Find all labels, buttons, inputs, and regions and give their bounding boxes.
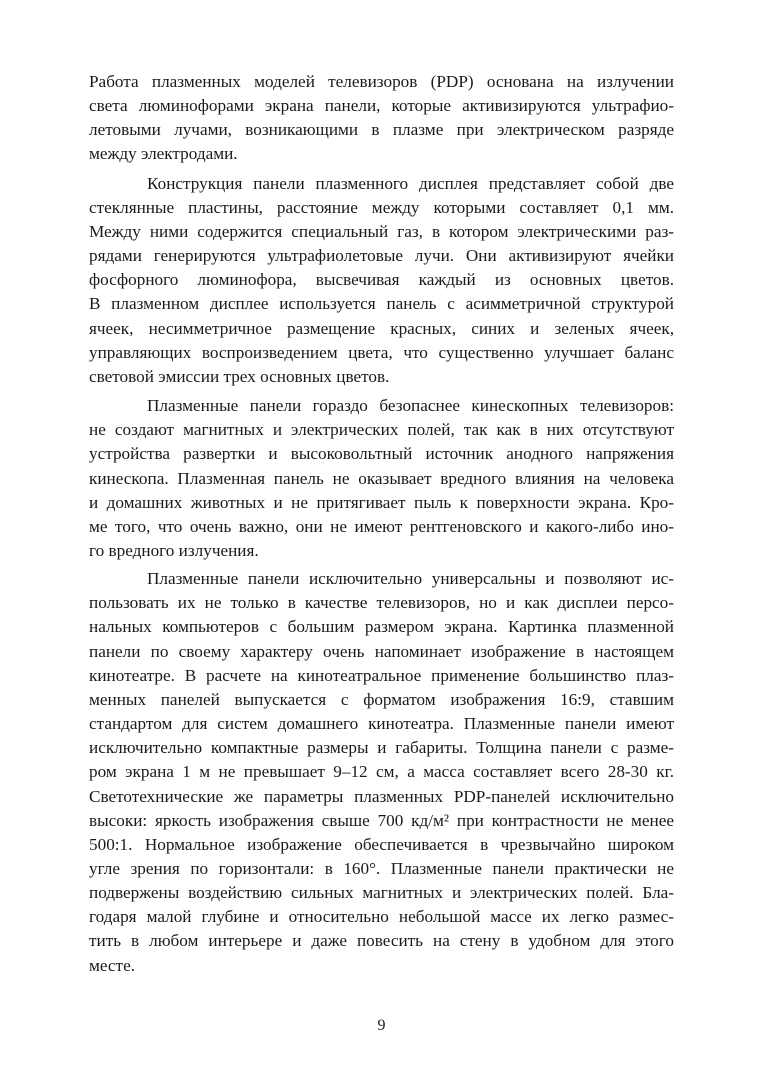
text-line: годаря малой глубине и относительно небольшой массе их легко размес- (89, 907, 674, 927)
paragraph-4 (89, 567, 674, 978)
text-line: кинескопа. Плазменная панель не оказывает вредного влияния на человека (89, 468, 674, 488)
text-line: и домашних животных и не притягивает пыль к поверхности экрана. Кро- (89, 492, 674, 512)
text-line: ме того, что очень важно, они не имеют рентгеновского и какого-либо ино- (89, 516, 674, 536)
text-line: тить в любом интерьере и даже повесить на стену в удобном для этого (89, 931, 674, 951)
text-line: между электродами. (89, 144, 238, 164)
text-line: В плазменном дисплее используется панель с асимметричной структурой (89, 294, 674, 314)
text-line: стеклянные пластины, расстояние между которыми составляет 0,1 мм. (89, 197, 674, 217)
text-line: ром экрана 1 м не превышает 9–12 см, а масса составляет всего 28-30 кг. (89, 762, 674, 782)
text-line: месте. (89, 955, 135, 975)
text-line: летовыми лучами, возникающими в плазме при электрическом разряде (89, 120, 674, 140)
text-line: исключительно компактные размеры и габариты. Толщина панели с разме- (89, 738, 674, 758)
text-line: пользовать их не только в качестве телевизоров, но и как дисплеи персо- (89, 593, 674, 613)
text-line: ячеек, несимметричное размещение красных, синих и зеленых ячеек, (89, 318, 674, 338)
text-line: управляющих воспроизведением цвета, что существенно улучшает баланс (89, 342, 674, 362)
paragraph-2 (89, 172, 674, 389)
text-line: не создают магнитных и электрических полей, так как в них отсутствуют (89, 420, 674, 440)
text-line: рядами генерируются ультрафиолетовые лучи. Они активизируют ячейки (89, 246, 674, 266)
text-line: кинотеатре. В расчете на кинотеатральное применение большинство плаз- (89, 665, 674, 685)
text-line: 500:1. Нормальное изображение обеспечивается в чрезвычайно широком (89, 834, 674, 854)
text-line: фосфорного люминофора, высвечивая каждый из основных цветов. (89, 270, 674, 290)
text-line: Работа плазменных моделей телевизоров (PDP) основана на излучении (89, 72, 674, 91)
paragraph-3 (89, 394, 674, 563)
text-line: Светотехнические же параметры плазменных PDP-панелей исключительно (89, 786, 674, 806)
text-line: угле зрения по горизонтали: в 160°. Плазменные панели практически не (89, 859, 674, 878)
paragraph-1 (89, 70, 674, 167)
text-line: Между ними содержится специальный газ, в котором электрическими раз- (89, 221, 674, 241)
text-line: панели по своему характеру очень напоминает изображение в настоящем (89, 641, 674, 661)
text-line: устройства развертки и высоковольтный источник анодного напряжения (89, 444, 674, 464)
text-line: высоки: яркость изображения свыше 700 кд/м² при контрастности не менее (89, 810, 674, 830)
text-line: Плазменные панели исключительно универсальны и позволяют ис- (147, 569, 674, 589)
text-line: го вредного излучения. (89, 540, 259, 560)
document-body (89, 70, 674, 980)
text-line: Конструкция панели плазменного дисплея представляет собой две (147, 173, 674, 193)
text-line: менных панелей выпускается с форматом изображения 16:9, ставшим (89, 689, 674, 709)
text-line: световой эмиссии трех основных цветов. (89, 366, 390, 386)
text-line: стандартом для систем домашнего кинотеатра. Плазменные панели имеют (89, 714, 674, 734)
text-line: подвержены воздействию сильных магнитных и электрических полей. Бла- (89, 883, 674, 903)
text-line: света люминофорами экрана панели, которые активизируются ультрафио- (89, 96, 674, 116)
text-line: нальных компьютеров с большим размером экрана. Картинка плазменной (89, 617, 674, 637)
page-number: 9 (377, 1017, 386, 1034)
text-line: Плазменные панели гораздо безопаснее кинескопных телевизоров: (147, 396, 674, 416)
